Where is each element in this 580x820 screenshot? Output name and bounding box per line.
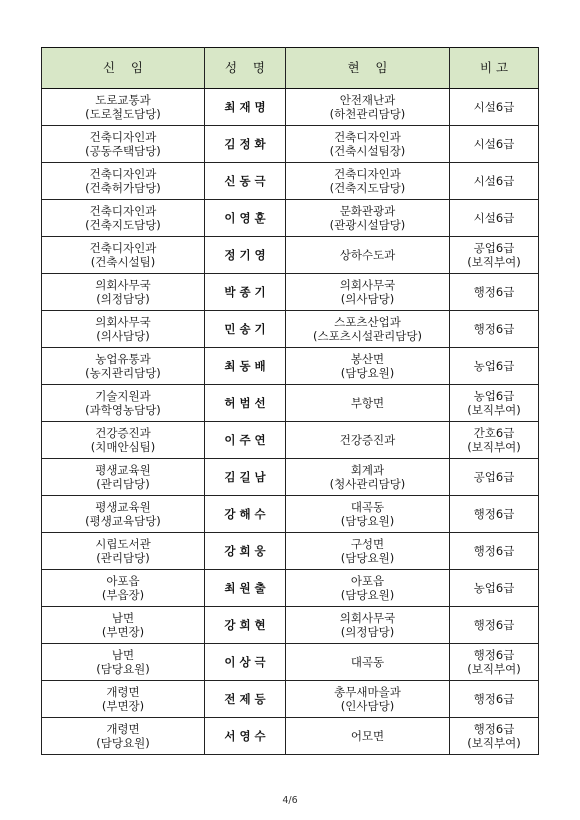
new-post-cell-text: (도로철도담당) bbox=[85, 107, 161, 121]
remarks-cell-text: 농업6급 bbox=[473, 389, 515, 403]
remarks-cell bbox=[450, 348, 539, 385]
current-post-cell-text: 의회사무국 bbox=[339, 611, 396, 625]
table-row bbox=[42, 311, 539, 348]
current-post-cell-text: 건축디자인과 bbox=[334, 167, 401, 181]
new-post-cell bbox=[42, 681, 205, 718]
new-post-cell bbox=[42, 200, 205, 237]
name-cell-text: 이 주 연 bbox=[224, 433, 266, 447]
remarks-cell-text: (보직부여) bbox=[467, 255, 521, 269]
table-row bbox=[42, 274, 539, 311]
current-post-cell-text: (청사관리담당) bbox=[329, 477, 406, 491]
name-cell bbox=[205, 533, 286, 570]
remarks-cell bbox=[450, 385, 539, 422]
current-post-cell bbox=[286, 681, 450, 718]
name-cell bbox=[205, 385, 286, 422]
table-row bbox=[42, 681, 539, 718]
new-post-cell-text: (관리담당) bbox=[96, 477, 150, 491]
current-post-cell-text: (인사담당) bbox=[340, 699, 395, 713]
remarks-cell-text: 행정6급 bbox=[473, 285, 515, 299]
name-cell bbox=[205, 718, 286, 755]
new-post-cell-text: (담당요원) bbox=[96, 662, 150, 676]
remarks-cell-text: 행정6급 bbox=[473, 692, 515, 706]
remarks-cell-text: 행정6급 bbox=[473, 322, 515, 336]
remarks-cell-text: 행정6급 bbox=[473, 618, 515, 632]
new-post-cell-text: 남면 bbox=[111, 648, 135, 662]
name-cell-text: 강 희 현 bbox=[224, 618, 266, 632]
new-post-cell-text: (담당요원) bbox=[96, 736, 150, 750]
new-post-cell-text: 개령면 bbox=[106, 685, 140, 699]
current-post-cell bbox=[286, 496, 450, 533]
name-cell-text: 최 재 명 bbox=[224, 100, 266, 114]
current-post-cell-text: 상하수도과 bbox=[339, 248, 396, 262]
name-cell-text: 강 해 수 bbox=[224, 507, 266, 521]
remarks-cell-text: 농업6급 bbox=[473, 581, 515, 595]
name-cell-text: 김 길 남 bbox=[224, 470, 266, 484]
name-cell bbox=[205, 681, 286, 718]
remarks-cell-text: 행정6급 bbox=[473, 722, 515, 736]
current-post-cell-text: 부항면 bbox=[350, 396, 385, 410]
current-post-cell bbox=[286, 89, 450, 126]
current-post-cell-text: 총무새마을과 bbox=[334, 685, 401, 699]
name-cell bbox=[205, 200, 286, 237]
new-post-cell bbox=[42, 533, 205, 570]
new-post-cell-text: (부면장) bbox=[101, 625, 145, 639]
current-post-cell bbox=[286, 237, 450, 274]
current-post-cell-text: 아포읍 bbox=[350, 574, 385, 588]
name-cell-text: 이 상 극 bbox=[224, 655, 266, 669]
new-post-cell-text: 건축디자인과 bbox=[89, 241, 157, 255]
table-row bbox=[42, 200, 539, 237]
new-post-cell-text: (공동주택담당) bbox=[85, 144, 161, 158]
table-row bbox=[42, 422, 539, 459]
new-post-cell-text: 건강증진과 bbox=[95, 426, 151, 440]
table-row bbox=[42, 496, 539, 533]
header-row bbox=[42, 48, 539, 89]
remarks-cell bbox=[450, 570, 539, 607]
new-post-cell-text: 의회사무국 bbox=[95, 278, 151, 292]
new-post-cell-text: (평생교육담당) bbox=[85, 514, 161, 528]
new-post-cell-text: (부면장) bbox=[101, 699, 145, 713]
new-post-cell bbox=[42, 237, 205, 274]
current-post-cell-text: (건축시설팀장) bbox=[329, 144, 406, 158]
remarks-cell-text: (보직부여) bbox=[467, 403, 521, 417]
remarks-cell-text: (보직부여) bbox=[467, 662, 521, 676]
name-cell-text: 이 영 훈 bbox=[224, 211, 266, 225]
name-cell-text: 정 기 영 bbox=[224, 248, 266, 262]
current-post-cell-text: 안전재난과 bbox=[339, 93, 396, 107]
name-cell-text: 박 종 기 bbox=[224, 285, 266, 299]
current-post-cell-text: 봉산면 bbox=[350, 352, 385, 366]
remarks-cell-text: 행정6급 bbox=[473, 648, 515, 662]
current-post-cell-text: 건축디자인과 bbox=[334, 130, 401, 144]
table-row bbox=[42, 459, 539, 496]
header-name: 성 명 bbox=[205, 48, 286, 89]
current-post-cell-text: 건강증진과 bbox=[339, 433, 396, 447]
remarks-cell-text: 시설6급 bbox=[473, 211, 515, 225]
remarks-cell-text: 시설6급 bbox=[473, 174, 515, 188]
new-post-cell-text: 평생교육원 bbox=[95, 500, 151, 514]
new-post-cell-text: (농지관리담당) bbox=[85, 366, 161, 380]
current-post-cell-text: 구성면 bbox=[350, 537, 385, 551]
remarks-cell bbox=[450, 311, 539, 348]
remarks-cell bbox=[450, 681, 539, 718]
current-post-cell bbox=[286, 718, 450, 755]
current-post-cell bbox=[286, 348, 450, 385]
new-post-cell bbox=[42, 644, 205, 681]
new-post-cell bbox=[42, 126, 205, 163]
new-post-cell-text: 개령면 bbox=[106, 722, 140, 736]
name-cell bbox=[205, 570, 286, 607]
new-post-cell bbox=[42, 163, 205, 200]
remarks-cell bbox=[450, 644, 539, 681]
new-post-cell-text: 의회사무국 bbox=[95, 315, 151, 329]
table-row bbox=[42, 570, 539, 607]
current-post-cell bbox=[286, 644, 450, 681]
table-row bbox=[42, 644, 539, 681]
name-cell bbox=[205, 126, 286, 163]
current-post-cell-text: 어모면 bbox=[350, 729, 385, 743]
current-post-cell-text: (건축지도담당) bbox=[329, 181, 406, 195]
page-number: 4/6 bbox=[282, 795, 298, 806]
name-cell-text: 서 영 수 bbox=[224, 729, 266, 743]
new-post-cell bbox=[42, 89, 205, 126]
name-cell-text: 김 정 화 bbox=[224, 137, 266, 151]
name-cell bbox=[205, 348, 286, 385]
current-post-cell-text: (하천관리담당) bbox=[329, 107, 406, 121]
remarks-cell bbox=[450, 533, 539, 570]
name-cell-text: 최 동 배 bbox=[224, 359, 266, 373]
remarks-cell bbox=[450, 718, 539, 755]
current-post-cell-text: (의정담당) bbox=[340, 625, 395, 639]
new-post-cell bbox=[42, 422, 205, 459]
name-cell-text: 전 제 등 bbox=[224, 692, 266, 706]
remarks-cell-text: 행정6급 bbox=[473, 544, 515, 558]
name-cell-text: 허 범 선 bbox=[224, 396, 266, 410]
remarks-cell-text: 행정6급 bbox=[473, 507, 515, 521]
remarks-cell bbox=[450, 200, 539, 237]
name-cell bbox=[205, 163, 286, 200]
new-post-cell bbox=[42, 348, 205, 385]
current-post-cell-text: (담당요원) bbox=[340, 551, 395, 565]
name-cell bbox=[205, 237, 286, 274]
new-post-cell bbox=[42, 274, 205, 311]
new-post-cell-text: (건축지도담당) bbox=[85, 218, 161, 232]
current-post-cell bbox=[286, 607, 450, 644]
new-post-cell bbox=[42, 496, 205, 533]
header-remarks: 비 고 bbox=[450, 48, 539, 89]
current-post-cell bbox=[286, 163, 450, 200]
table-row bbox=[42, 385, 539, 422]
current-post-cell-text: (담당요원) bbox=[340, 588, 395, 602]
new-post-cell-text: 평생교육원 bbox=[95, 463, 151, 477]
current-post-cell-text: (스포츠시설관리담당) bbox=[313, 329, 422, 343]
new-post-cell-text: 아포읍 bbox=[106, 574, 140, 588]
new-post-cell-text: (의정담당) bbox=[96, 292, 150, 306]
new-post-cell-text: (부읍장) bbox=[101, 588, 145, 602]
table-row bbox=[42, 163, 539, 200]
remarks-cell-text: 공업6급 bbox=[473, 241, 515, 255]
current-post-cell-text: (관광시설담당) bbox=[329, 218, 406, 232]
current-post-cell-text: (담당요원) bbox=[340, 366, 395, 380]
remarks-cell-text: 시설6급 bbox=[473, 137, 515, 151]
current-post-cell-text: 대곡동 bbox=[350, 655, 385, 669]
remarks-cell-text: (보직부여) bbox=[467, 736, 521, 750]
new-post-cell-text: 남면 bbox=[111, 611, 135, 625]
new-post-cell bbox=[42, 459, 205, 496]
new-post-cell-text: (과학영농담당) bbox=[85, 403, 161, 417]
name-cell bbox=[205, 459, 286, 496]
name-cell-text: 민 송 기 bbox=[224, 322, 266, 336]
current-post-cell bbox=[286, 422, 450, 459]
new-post-cell-text: (의사담당) bbox=[96, 329, 150, 343]
current-post-cell bbox=[286, 200, 450, 237]
name-cell-text: 신 동 극 bbox=[224, 174, 266, 188]
current-post-cell bbox=[286, 459, 450, 496]
table-row bbox=[42, 237, 539, 274]
table-row bbox=[42, 607, 539, 644]
table-row bbox=[42, 718, 539, 755]
name-cell bbox=[205, 89, 286, 126]
personnel-table bbox=[41, 47, 539, 755]
current-post-cell-text: (담당요원) bbox=[340, 514, 395, 528]
name-cell-text: 최 원 출 bbox=[224, 581, 266, 595]
new-post-cell-text: (건축시설팀) bbox=[90, 255, 156, 269]
current-post-cell bbox=[286, 274, 450, 311]
new-post-cell-text: 시립도서관 bbox=[95, 537, 151, 551]
remarks-cell bbox=[450, 89, 539, 126]
table-row bbox=[42, 126, 539, 163]
remarks-cell bbox=[450, 163, 539, 200]
current-post-cell bbox=[286, 385, 450, 422]
new-post-cell-text: (치매안심팀) bbox=[90, 440, 156, 454]
header-new-post: 신 임 bbox=[42, 48, 205, 89]
current-post-cell-text: 회계과 bbox=[350, 463, 385, 477]
current-post-cell bbox=[286, 126, 450, 163]
current-post-cell-text: 문화관광과 bbox=[339, 204, 396, 218]
new-post-cell bbox=[42, 570, 205, 607]
remarks-cell-text: (보직부여) bbox=[467, 440, 521, 454]
new-post-cell bbox=[42, 385, 205, 422]
new-post-cell bbox=[42, 311, 205, 348]
name-cell bbox=[205, 311, 286, 348]
name-cell-text: 강 희 웅 bbox=[224, 544, 266, 558]
remarks-cell bbox=[450, 422, 539, 459]
current-post-cell bbox=[286, 533, 450, 570]
new-post-cell-text: (관리담당) bbox=[96, 551, 150, 565]
remarks-cell-text: 시설6급 bbox=[473, 100, 515, 114]
new-post-cell-text: 건축디자인과 bbox=[89, 130, 157, 144]
remarks-cell bbox=[450, 274, 539, 311]
current-post-cell-text: (의사담당) bbox=[340, 292, 395, 306]
remarks-cell bbox=[450, 607, 539, 644]
current-post-cell-text: 대곡동 bbox=[350, 500, 385, 514]
table-row bbox=[42, 89, 539, 126]
new-post-cell-text: 농업유통과 bbox=[95, 352, 151, 366]
table-row bbox=[42, 348, 539, 385]
current-post-cell-text: 의회사무국 bbox=[339, 278, 396, 292]
remarks-cell-text: 공업6급 bbox=[473, 470, 515, 484]
remarks-cell bbox=[450, 496, 539, 533]
new-post-cell-text: 건축디자인과 bbox=[89, 204, 157, 218]
name-cell bbox=[205, 644, 286, 681]
new-post-cell-text: 기술지원과 bbox=[95, 389, 151, 403]
remarks-cell bbox=[450, 459, 539, 496]
remarks-cell-text: 간호6급 bbox=[473, 426, 515, 440]
new-post-cell-text: 도로교통과 bbox=[95, 93, 151, 107]
new-post-cell bbox=[42, 718, 205, 755]
new-post-cell-text: (건축허가담당) bbox=[85, 181, 161, 195]
header-current-post: 현 임 bbox=[286, 48, 450, 89]
new-post-cell bbox=[42, 607, 205, 644]
current-post-cell-text: 스포츠산업과 bbox=[334, 315, 401, 329]
name-cell bbox=[205, 496, 286, 533]
remarks-cell bbox=[450, 126, 539, 163]
name-cell bbox=[205, 422, 286, 459]
table-body bbox=[42, 89, 539, 755]
name-cell bbox=[205, 274, 286, 311]
remarks-cell-text: 농업6급 bbox=[473, 359, 515, 373]
current-post-cell bbox=[286, 311, 450, 348]
name-cell bbox=[205, 607, 286, 644]
current-post-cell bbox=[286, 570, 450, 607]
table-row bbox=[42, 533, 539, 570]
remarks-cell bbox=[450, 237, 539, 274]
new-post-cell-text: 건축디자인과 bbox=[89, 167, 157, 181]
